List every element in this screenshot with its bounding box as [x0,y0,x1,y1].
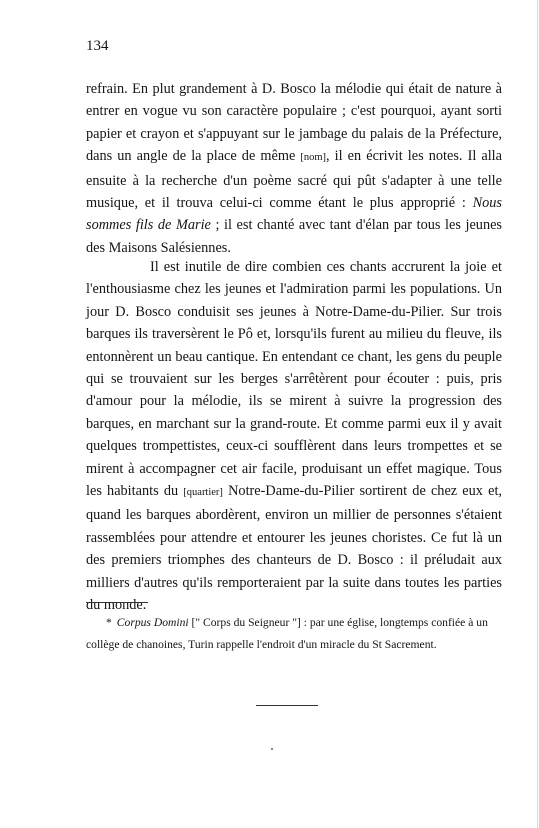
page-edge-line [537,0,538,828]
paragraph-2-start: Il est inutile de dire combien ces chants accrurent la joie et l'enthousiasme chez les jeunes et l'admiration parmi les populations. Un jour D. Bosco conduisit ses jeunes à Notre-Dame-du-Pilier. Sur trois barques ils traversèrent le Pô et, lorsqu'ils furent au milieu du fleuve, ils entonnèrent un beau cantique. En entendant ce chant, les gens du peuple qui se trouvaient sur les berges s'arrêtèrent pour écouter : puis, pris d'amour pour la mélodie, ils se mirent à suivre la progression des barques, en marchant sur la grand-route. Et comme parmi eux il y avait quelques trompettistes, ceux-ci soufflèrent dans leurs trompettes et se mirent à accompagner cet air facile, produisant un effet magique. Tous les habitants du [86,259,502,500]
footnote [86,612,502,656]
paragraph-2 [86,256,502,617]
end-separator [256,705,318,706]
footnote-mark: * [106,616,112,629]
paragraph-1-middle: , il en écrivit les notes. Il alla ensuite à la recherche d'un poème sacré qui pût s'adapter à une telle musique, et il trouva celui-ci comme étant le plus approprié : [86,148,502,212]
song-title: Nous sommes fils de Marie [86,195,502,234]
paragraph-2-bracket: [quartier] [183,487,223,499]
scan-speck [271,748,273,750]
footnote-title: Corpus Domini [116,616,189,629]
paragraph-1 [86,78,502,259]
page-number: 134 [86,38,109,54]
paragraph-1-bracket: [nom] [300,152,327,164]
paragraph-1-end: ; il est chanté avec tant d'élan par tous les jeunes des Maisons Salésiennes. [86,217,502,256]
footnote-separator [86,602,148,603]
paragraph-1-start: refrain. En plut grandement à D. Bosco la mélodie qui était de nature à entrer en vogue vu son caractère populaire ; c'est pourquoi, ayant sorti papier et crayon et s'appuyant sur le jambage du palais de la Préfecture, dans un angle de la place de même [86,81,502,165]
paragraph-2-end: Notre-Dame-du-Pilier sortirent de chez eux et, quand les barques abordèrent, environ un millier de personnes s'étaient rassemblées pour attendre et entourer les jeunes choristes. Ce fut là un des premiers triomphes des chanteurs de D. Bosco : il préludait aux milliers d'autres qu'ils remporteraient par la suite dans toutes les parties du monde. [86,483,502,614]
footnote-text: [" Corps du Seigneur "] : par une église, longtemps confiée à un collège de chanoines, Turin rappelle l'endroit d'un miracle du St Sacrement. [86,616,488,651]
